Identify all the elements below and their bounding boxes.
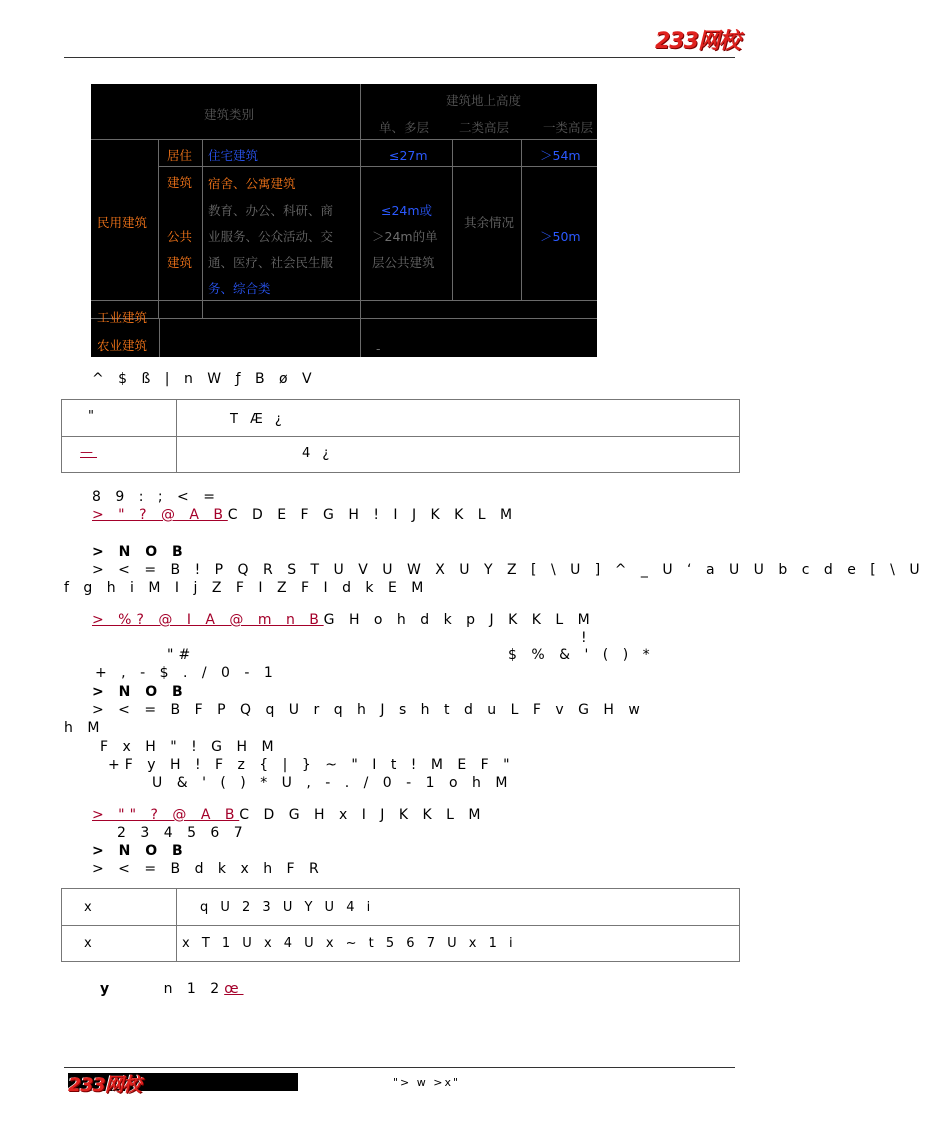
row-public-l4: 务、综合类 — [208, 281, 271, 296]
table-two-r1c2: q U 2 3 U Y U 4 i — [200, 900, 375, 915]
para-10: > < = B F P Q q U r q h J s h t d u L F v G H w — [92, 702, 645, 718]
row-mid: 其余情况 — [464, 215, 515, 230]
row-industrial: 工业建筑 — [97, 310, 148, 325]
para-5: f g h i M I j Z F I Z F I d k E M — [64, 580, 429, 596]
para-7b: $ % & ' ( ) * — [508, 647, 655, 663]
para-6-link[interactable]: > %? @ I A @ m n B — [92, 612, 324, 628]
row-housing-c3: ＞54m — [540, 148, 581, 163]
group-label-civil: 民用建筑 — [97, 215, 148, 230]
para-6-text: G H o h d k p J K K L M — [323, 612, 595, 628]
para-12: F x H " ! G H M — [100, 739, 279, 755]
row-public-l1: 教育、办公、科研、商 — [208, 203, 334, 218]
building-classification-table — [91, 84, 597, 357]
row-public-c1-l1: ≤24m或 — [381, 203, 433, 218]
row-dorm: 宿舍、公寓建筑 — [208, 176, 296, 191]
table-one-r1c2: T Æ ¿ — [230, 412, 286, 427]
table-one-r1c1: " — [88, 409, 98, 424]
para-7a: "# — [167, 647, 196, 663]
header-rule — [64, 57, 735, 58]
table-head-col1: 单、多层 — [379, 120, 430, 135]
para-6 — [92, 611, 595, 629]
footer-center-text: "> w >x" — [393, 1076, 461, 1089]
para-8: + , - $ . / 0 - 1 — [95, 665, 278, 681]
caption: ^ $ ß | n W ƒ B ø V — [92, 371, 317, 387]
para-1: 8 9 : ; < = — [92, 489, 220, 505]
table-two-r1c1: x — [84, 900, 96, 915]
para-18: > < = B d k x h F R — [92, 861, 324, 877]
row-agricultural: 农业建筑 — [97, 338, 148, 353]
table-one-r2c1[interactable]: — — [80, 445, 97, 460]
para-4: > < = B ! P Q R S T U V U W X U Y Z [ \ U ] ^ _ U ‘ a U U b c d e [ \ U — [92, 562, 925, 578]
last-line-bold: y — [100, 981, 115, 997]
label-public-b: 建筑 — [167, 255, 193, 270]
header-logo: 233网校 — [655, 29, 740, 54]
row-public-c1-l2: ＞24m的单 — [372, 229, 438, 244]
para-3: > N O B — [92, 544, 188, 560]
para-2-link[interactable]: > " ? @ A B — [92, 507, 228, 523]
para-13: +F y H ! F z { | } ~ " I t ! M E F " — [108, 757, 515, 773]
row-housing-c1: ≤27m — [389, 148, 428, 163]
last-line-text: n 1 2 — [163, 981, 225, 997]
para-15 — [92, 806, 485, 824]
label-residential-b: 建筑 — [167, 175, 193, 190]
row-public-l3: 通、医疗、社会民生服 — [208, 255, 334, 270]
table-head-col3: 一类高层 — [543, 120, 594, 135]
row-public-c1-l3: 层公共建筑 — [372, 255, 435, 270]
label-public: 公共 — [167, 229, 193, 244]
row-public-l2: 业服务、公众活动、交 — [208, 229, 334, 244]
row-dash: - — [376, 341, 381, 356]
para-15-text: C D G H x I J K K L M — [239, 807, 486, 823]
table-one — [61, 399, 740, 473]
para-7-excl: ! — [581, 630, 592, 646]
para-2-text: C D E F G H ! I J K K L M — [227, 507, 518, 523]
footer-logo: 233网校 — [68, 1074, 141, 1096]
para-16: 2 3 4 5 6 7 — [117, 825, 248, 841]
para-9: > N O B — [92, 684, 188, 700]
table-one-r2c2: 4 ¿ — [302, 446, 334, 461]
table-head-col2: 二类高层 — [459, 120, 510, 135]
para-2 — [92, 506, 517, 524]
table-two — [61, 888, 740, 962]
row-public-c3: ＞50m — [540, 229, 581, 244]
para-15-link[interactable]: > "" ? @ A B — [92, 807, 240, 823]
row-housing: 住宅建筑 — [208, 148, 259, 163]
last-line-link[interactable]: œ — [224, 981, 244, 997]
table-head-category: 建筑类别 — [204, 107, 255, 122]
para-11: h M — [64, 720, 105, 736]
para-17: > N O B — [92, 843, 188, 859]
para-14: U & ' ( ) * U , - . / 0 - 1 o h M — [152, 775, 513, 791]
footer-rule — [64, 1067, 735, 1068]
label-residential: 居住 — [167, 148, 193, 163]
last-line — [100, 980, 244, 998]
table-head-height: 建筑地上高度 — [446, 93, 522, 108]
table-two-r2c2: x T 1 U x 4 U x ~ t 5 6 7 U x 1 i — [182, 936, 517, 951]
table-two-r2c1: x — [84, 936, 96, 951]
